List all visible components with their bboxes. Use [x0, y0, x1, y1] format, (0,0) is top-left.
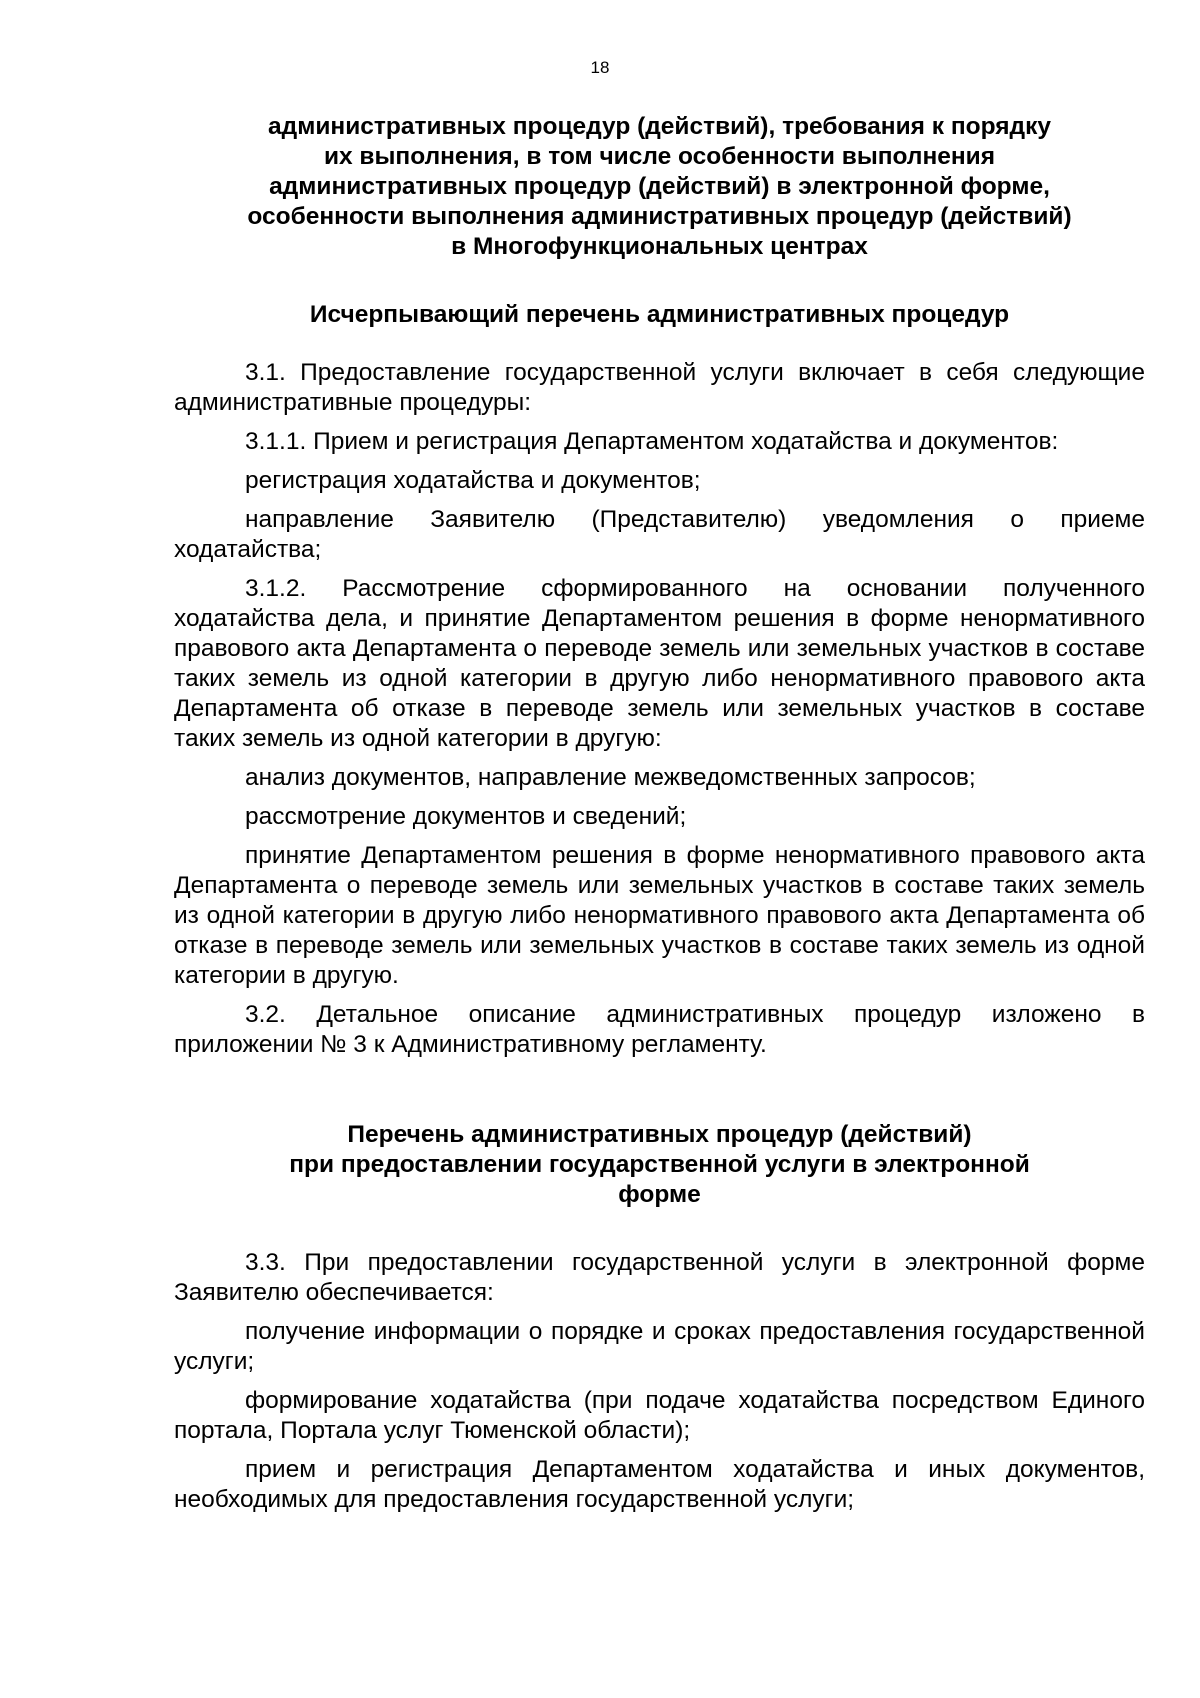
paragraph-review: рассмотрение документов и сведений;: [245, 803, 687, 830]
section-heading-line: их выполнения, в том числе особенности выполнения: [323, 143, 996, 170]
paragraph-registration: регистрация ходатайства и документов;: [245, 467, 701, 494]
subheading-line: Перечень административных процедур (действий): [347, 1121, 972, 1148]
paragraph-decision: принятие Департаментом решения в форме ненормативного правового акта Департамента о переводе земель или земельных участков в составе таких земель из одной категории в другую либо ненормативного правового акта Департамента об отказе в переводе земель или земельных участков в составе таких земель из одной категории в другую.: [174, 842, 1145, 989]
page-number: 18: [590, 58, 610, 77]
subheading-electronic-form: [174, 1120, 1145, 1210]
section-heading-line: административных процедур (действий), требования к порядку: [268, 113, 1051, 140]
paragraph-3-1-2: 3.1.2. Рассмотрение сформированного на основании полученного ходатайства дела, и принятие Департаментом решения в форме ненормативного правового акта Департамента о переводе земель или земельных участков в составе таких земель из одной категории в другую либо ненормативного правового акта Департамента об отказе в переводе земель или земельных участков в составе таких земель из одной категории в другую:: [174, 575, 1145, 752]
paragraph-3-3: 3.3. При предоставлении государственной услуги в электронной форме Заявителю обеспечивается:: [174, 1249, 1145, 1306]
paragraph-analysis: анализ документов, направление межведомственных запросов;: [245, 764, 976, 791]
paragraph-notification: направление Заявителю (Представителю) уведомления о приеме ходатайства;: [174, 506, 1145, 563]
paragraph-reception: прием и регистрация Департаментом ходатайства и иных документов, необходимых для предоставления государственной услуги;: [174, 1456, 1145, 1513]
page-content: [174, 112, 1145, 1515]
subheading-line: при предоставлении государственной услуги в электронной: [289, 1151, 1030, 1178]
paragraph-info: получение информации о порядке и сроках предоставления государственной услуги;: [174, 1318, 1145, 1375]
section-heading: [174, 112, 1145, 262]
section-heading-line: в Многофункциональных центрах: [451, 233, 868, 260]
subheading-line: форме: [618, 1181, 701, 1208]
paragraph-3-2: 3.2. Детальное описание административных процедур изложено в приложении № 3 к Административному регламенту.: [174, 1001, 1145, 1058]
paragraph-3-1: 3.1. Предоставление государственной услуги включает в себя следующие административные процедуры:: [174, 359, 1145, 416]
subheading-exhaustive-list: Исчерпывающий перечень административных процедур: [309, 301, 1010, 328]
section-heading-line: особенности выполнения административных процедур (действий): [247, 203, 1072, 230]
paragraph-3-1-1: 3.1.1. Прием и регистрация Департаментом ходатайства и документов:: [245, 428, 1059, 455]
section-heading-line: административных процедур (действий) в электронной форме,: [269, 173, 1050, 200]
paragraph-forming: формирование ходатайства (при подаче ходатайства посредством Единого портала, Портала услуг Тюменской области);: [174, 1387, 1145, 1444]
